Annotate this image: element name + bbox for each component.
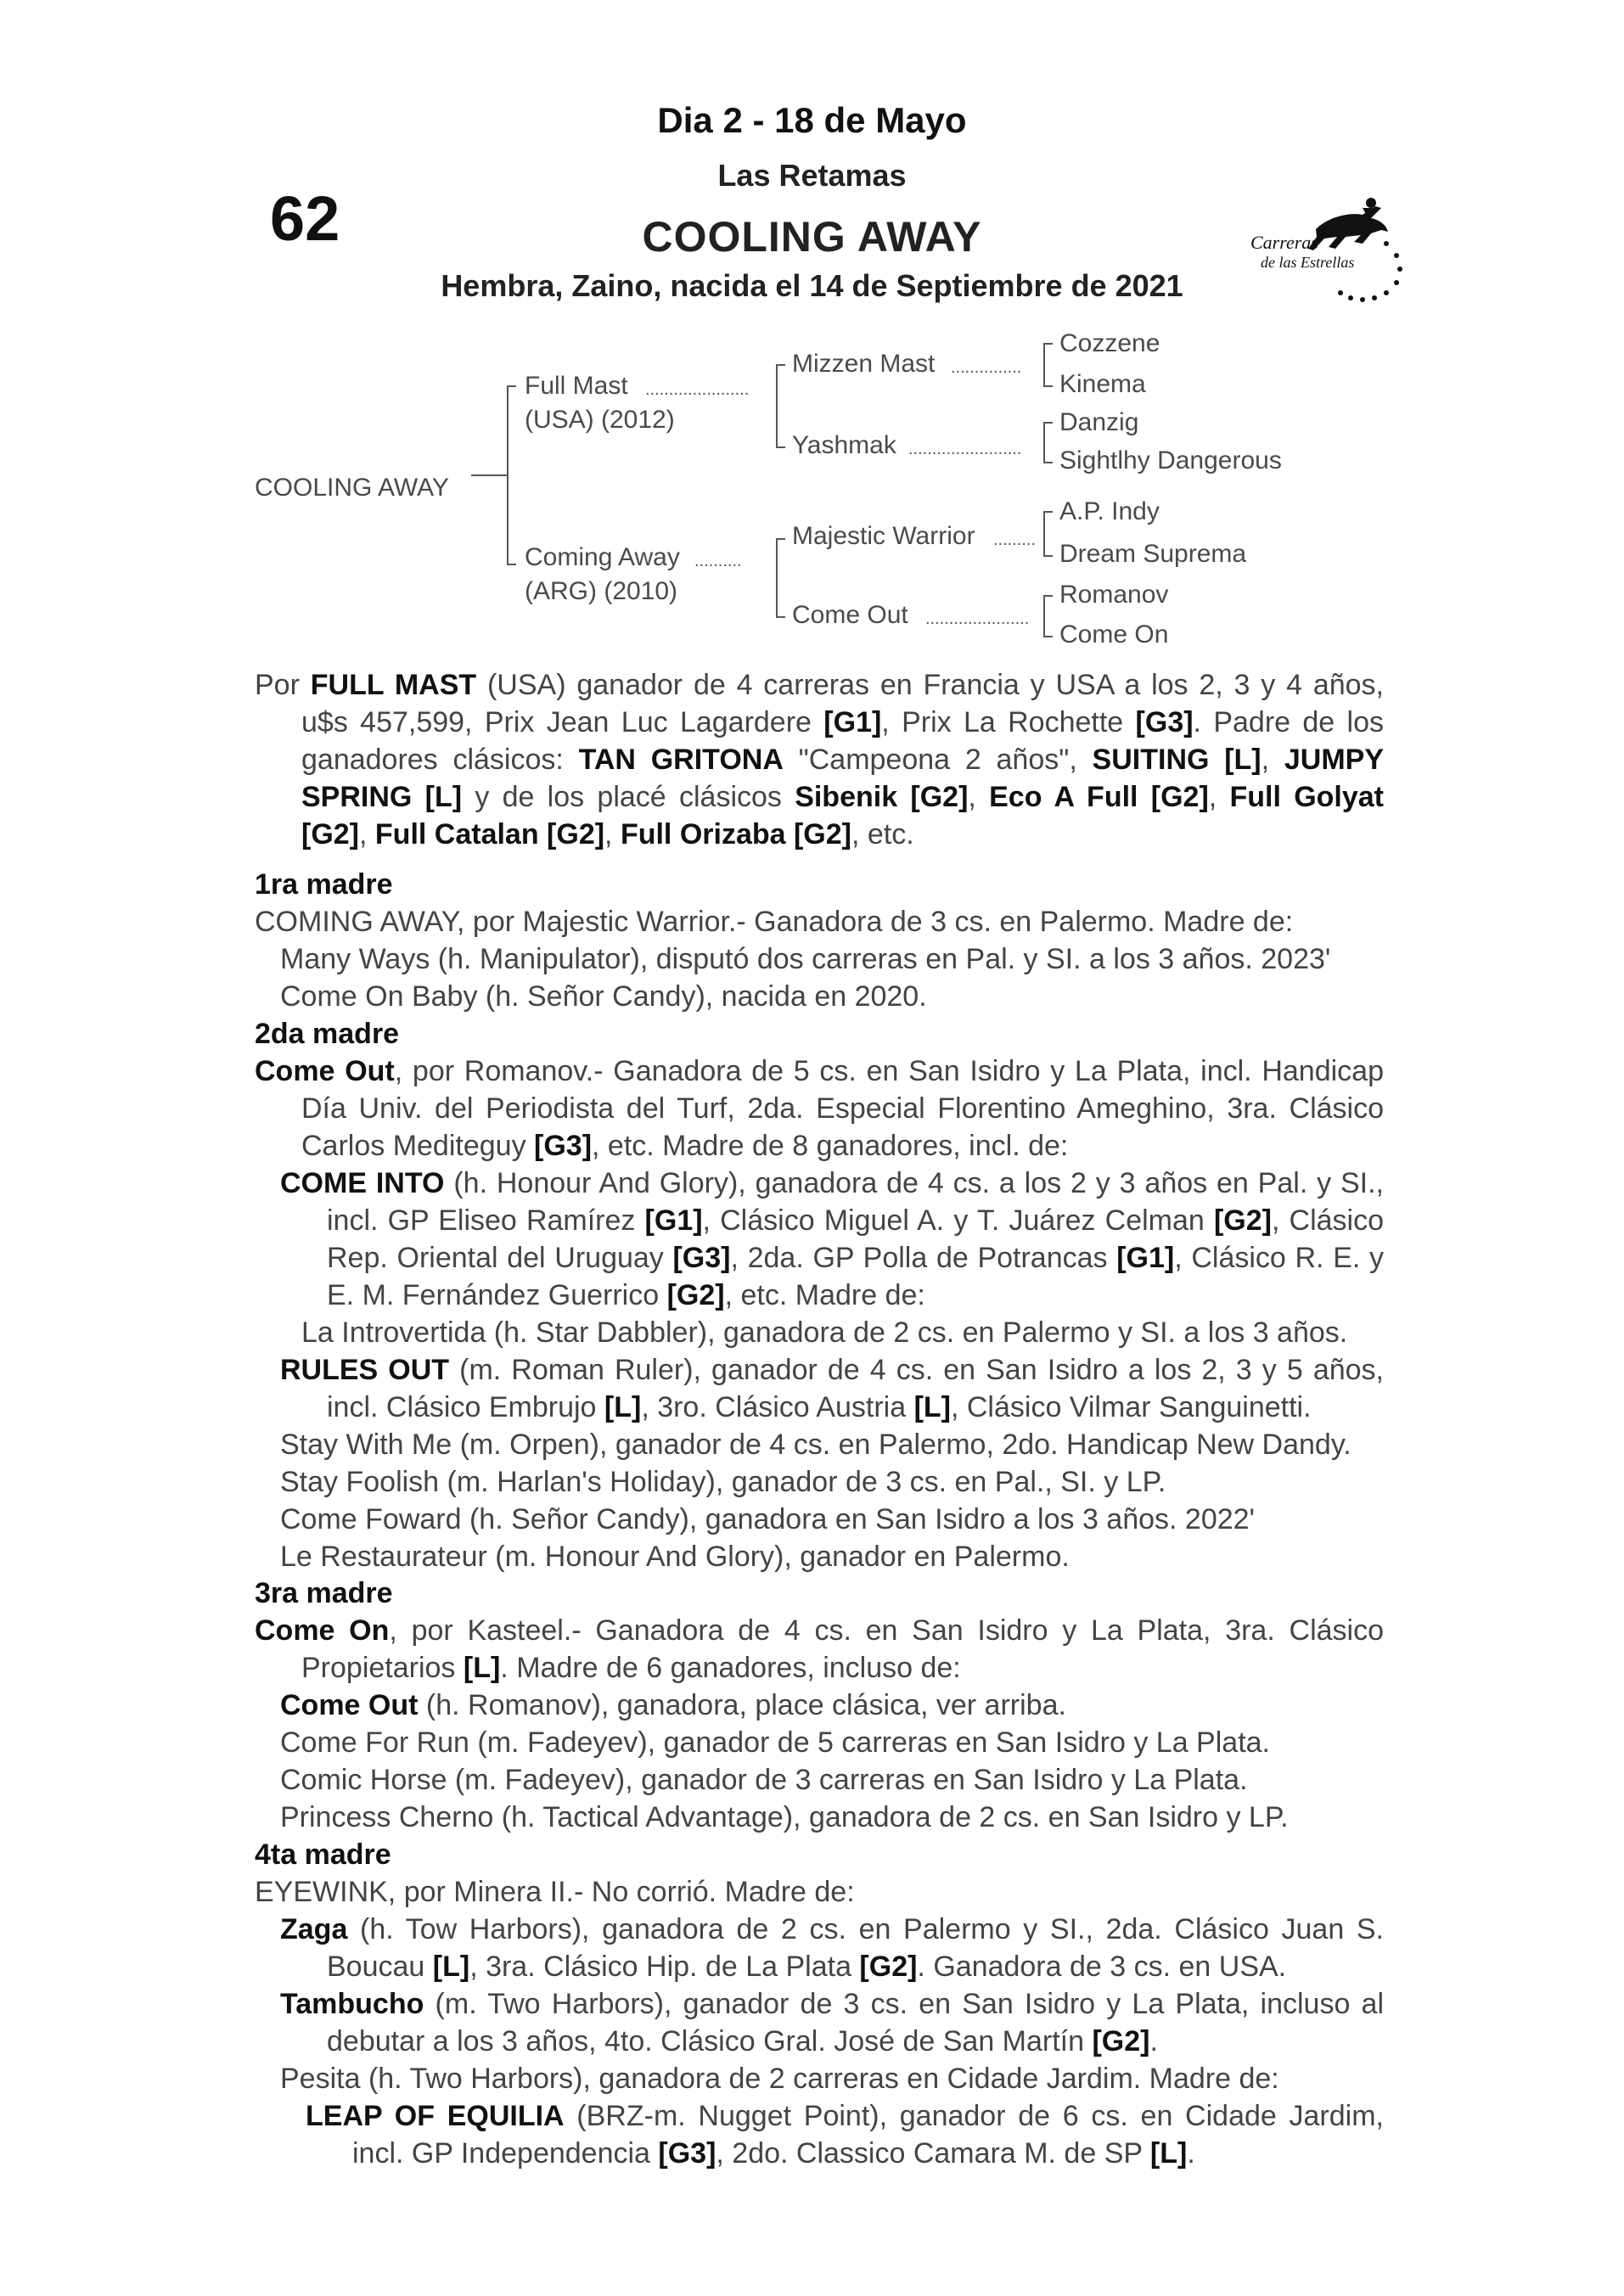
dot-leader: .......... [694,552,742,570]
sire-paragraph [255,666,1384,853]
day-heading: Dia 2 - 18 de Mayo [657,100,967,140]
horse-name: COOLING AWAY [642,213,982,261]
madre2-entry: La Introvertida (h. Star Dabbler), ganadora de 2 cs. en Palermo y SI. a los 3 años. [301,1316,1348,1349]
madre3-entry [255,1612,1384,1687]
offspring-name: Eco A Full [G2] [989,781,1209,813]
pedigree-grand-3: Majestic Warrior [792,522,975,550]
text-run: . Madre de 6 ganadores, incluso de: [500,1652,961,1684]
pedigree-sire-origin: (USA) (2012) [525,406,675,434]
grade-badge: [G2] [1213,1204,1272,1237]
offspring-name: Full Catalan [G2] [374,818,605,850]
pedigree-great-3: Danzig [1059,408,1139,436]
horse-entry-name: Zaga [280,1913,348,1945]
madre1-line1: COMING AWAY, por Majestic Warrior.- Ganadora de 3 cs. en Palermo. Madre de: [255,906,1294,938]
madre4-entry [280,1911,1384,1985]
madre2-entry [280,1165,1384,1314]
text-run: , 2do. Classico Camara M. de SP [716,2137,1150,2170]
horse-entry-name: Tambucho [280,1988,424,2020]
text-run: , [604,818,621,850]
grade-badge: [L] [432,1951,470,1983]
grade-badge: [G2] [666,1279,725,1311]
sire-name: FULL MAST [310,669,477,701]
text-run: , etc. [851,818,914,850]
grade-badge: [G3] [534,1130,593,1162]
race-name: Las Retamas [717,158,907,193]
madre3-title: 3ra madre [255,1577,393,1609]
madre3-entry [255,1687,1384,1724]
text-run: . [1149,2025,1158,2057]
pedigree-lines [0,0,1624,662]
horse-subtitle: Hembra, Zaino, nacida el 14 de Septiembre de 2021 [441,268,1183,303]
grade-badge: [G3] [658,2137,716,2170]
text-run: , 3ro. Clásico Austria [641,1391,914,1423]
grade-badge: [G1] [823,706,882,738]
text-run: y de los placé clásicos [462,781,795,813]
pedigree-dam-origin: (ARG) (2010) [525,577,678,605]
pedigree-grand-4: Come Out [792,601,908,629]
text-run: (h. Tow Harbors), ganadora de 2 cs. en Palermo y SI., 2da. Clásico Juan S. Boucau [327,1913,1384,1983]
horse-entry-name: Come Out [255,1055,395,1087]
offspring-name: Sibenik [G2] [795,781,969,813]
grade-badge: [L] [1149,2137,1188,2170]
lot-number: 62 [270,183,340,254]
text-run: , 3ra. Clásico Hip. de La Plata [469,1951,860,1983]
pedigree-subject: COOLING AWAY [255,474,449,502]
grade-badge: [G3] [672,1242,731,1274]
grade-badge: [G1] [644,1204,703,1237]
text-run: (h. Honour And Glory), ganadora de 4 cs. a los 2 y 3 años en Pal. y SI., incl. GP Eliseo Ramírez [327,1167,1385,1237]
sire-por: Por [255,669,300,701]
text-run: , etc. Madre de: [724,1279,925,1311]
madre2-section [255,1015,1384,1575]
text-run: (h. Romanov), ganadora, place clásica, ver arriba. [418,1689,1066,1721]
grade-badge: [L] [463,1652,501,1684]
horse-entry-name: Come Out [280,1689,419,1721]
text-run: . [1187,2137,1195,2170]
madre4-entry: Pesita (h. Two Harbors), ganadora de 2 carreras en Cidade Jardim. Madre de: [280,2063,1279,2095]
madre3-entry: Princess Cherno (h. Tactical Advantage), ganadora de 2 cs. en San Isidro y LP. [280,1801,1289,1833]
dot-leader: ......... [993,530,1037,549]
text-run: . Ganadora de 3 cs. en USA. [917,1951,1287,1983]
madre4-entry [280,1985,1384,2060]
dot-leader: ...................... [645,380,750,399]
dot-leader: ........................ [908,440,1022,458]
madre4-title: 4ta madre [255,1838,391,1871]
text-run: , por Kasteel.- Ganadora de 4 cs. en San Isidro y La Plata, 3ra. Clásico Propietarios [301,1614,1384,1684]
dot-leader: ............... [951,358,1022,377]
pedigree-sire: Full Mast [525,372,628,400]
pedigree-grand-2: Yashmak [792,431,896,459]
pedigree-great-2: Kinema [1059,370,1146,398]
pedigree-great-5: A.P. Indy [1059,497,1160,525]
text-run: (m. Roman Ruler), ganador de 4 cs. en San Isidro a los 2, 3 y 5 años, incl. Clásico Embrujo [327,1354,1384,1423]
logo-line1: Carreras [1250,232,1318,253]
text-run: , [359,818,375,850]
grade-badge: [G1] [1116,1242,1175,1274]
grade-badge: [G2] [859,1951,918,1983]
madre3-entry: Comic Horse (m. Fadeyev), ganador de 3 carreras en San Isidro y La Plata. [280,1764,1248,1796]
pedigree-great-1: Cozzene [1059,329,1160,357]
text-run: "Campeona 2 años", [783,744,1093,776]
madre3-entry: Come For Run (m. Fadeyev), ganador de 5 carreras en San Isidro y La Plata. [280,1726,1270,1759]
offspring-name: SUITING [L] [1092,744,1262,776]
madre2-entry: Stay Foolish (m. Harlan's Holiday), ganador de 3 cs. en Pal., SI. y LP. [280,1466,1166,1498]
text-run: , 2da. GP Polla de Potrancas [730,1242,1117,1274]
text-run: , Clásico Vilmar Sanguinetti. [950,1391,1312,1423]
madre4-section [255,1836,1384,2172]
text-run: , Clásico Miguel A. y T. Juárez Celman [702,1204,1214,1237]
text-run: (USA) ganador de 4 carreras en Francia y USA a los 2, 3 y 4 años, u$s 457,599, Prix Jean Luc Lagardere [301,669,1384,738]
pedigree-great-4: Sightlhy Dangerous [1059,446,1282,474]
text-run: , Clásico Rep. Oriental del Uruguay [327,1204,1384,1274]
horse-entry-name: Come On [255,1614,390,1647]
madre2-entry: Stay With Me (m. Orpen), ganador de 4 cs. en Palermo, 2do. Handicap New Dandy. [280,1429,1351,1461]
pedigree-great-6: Dream Suprema [1059,540,1247,568]
madre2-title: 2da madre [255,1018,400,1050]
grade-badge: [L] [604,1391,642,1423]
grade-badge: [G3] [1135,706,1194,738]
madre1-title: 1ra madre [255,868,393,901]
text-run: , por Romanov.- Ganadora de 5 cs. en San Isidro y La Plata, incl. Handicap Día Univ. del Periodista del Turf, 2da. Especial Florentino Ameghino, 3ra. Clásico Carlos Mediteguy [301,1055,1384,1162]
pedigree-great-7: Romanov [1059,581,1169,609]
grade-badge: [G2] [1092,2025,1150,2057]
text-run: , [1208,781,1230,813]
pedigree-dam: Coming Away [525,543,680,571]
dot-leader: ...................... [925,609,1030,628]
horse-entry-name: RULES OUT [280,1354,450,1386]
pedigree-grand-1: Mizzen Mast [792,350,936,378]
madre2-entry [255,1053,1384,1165]
pedigree-great-8: Come On [1059,620,1169,648]
madre4-entry [306,2097,1384,2172]
text-run: (m. Two Harbors), ganador de 3 cs. en San Isidro y La Plata, incluso al debutar a los 3 años, 4to. Clásico Gral. José de San Martín [327,1988,1384,2057]
text-run: (BRZ-m. Nugget Point), ganador de 6 cs. en Cidade Jardim, incl. GP Independencia [352,2100,1384,2170]
offspring-name: Full Golyat [G2] [301,781,1385,850]
madre2-entry: Come Foward (h. Señor Candy), ganadora en San Isidro a los 3 años. 2022' [280,1503,1256,1535]
horse-entry-name: LEAP OF EQUILIA [306,2100,565,2132]
logo-line2: de las Estrellas [1261,254,1355,271]
madre4-entry: EYEWINK, por Minera II.- No corrió. Madre de: [255,1876,855,1908]
madre1-section [255,866,1384,1015]
text-run: , etc. Madre de 8 ganadores, incl. de: [592,1130,1069,1162]
offspring-name: Full Orizaba [G2] [620,818,851,850]
madre2-entry [280,1351,1384,1426]
text-run: . Padre de los ganadores clásicos: [301,706,1385,776]
offspring-name: JUMPY SPRING [L] [301,744,1385,813]
madre2-entry: Le Restaurateur (m. Honour And Glory), ganador en Palermo. [280,1541,1070,1573]
horse-entry-name: COME INTO [280,1167,445,1199]
text-run: , [968,781,990,813]
offspring-name: TAN GRITONA [578,744,784,776]
text-run: , Clásico R. E. y E. M. Fernández Guerrico [327,1242,1384,1311]
madre1-line2: Many Ways (h. Manipulator), disputó dos carreras en Pal. y SI. a los 3 años. 2023' [280,943,1331,975]
madre3-section [255,1575,1384,1836]
grade-badge: [L] [913,1391,951,1423]
text-run: , [1261,744,1284,776]
madre1-line3: Come On Baby (h. Señor Candy), nacida en 2020. [280,980,927,1013]
text-run: , Prix La Rochette [881,706,1136,738]
